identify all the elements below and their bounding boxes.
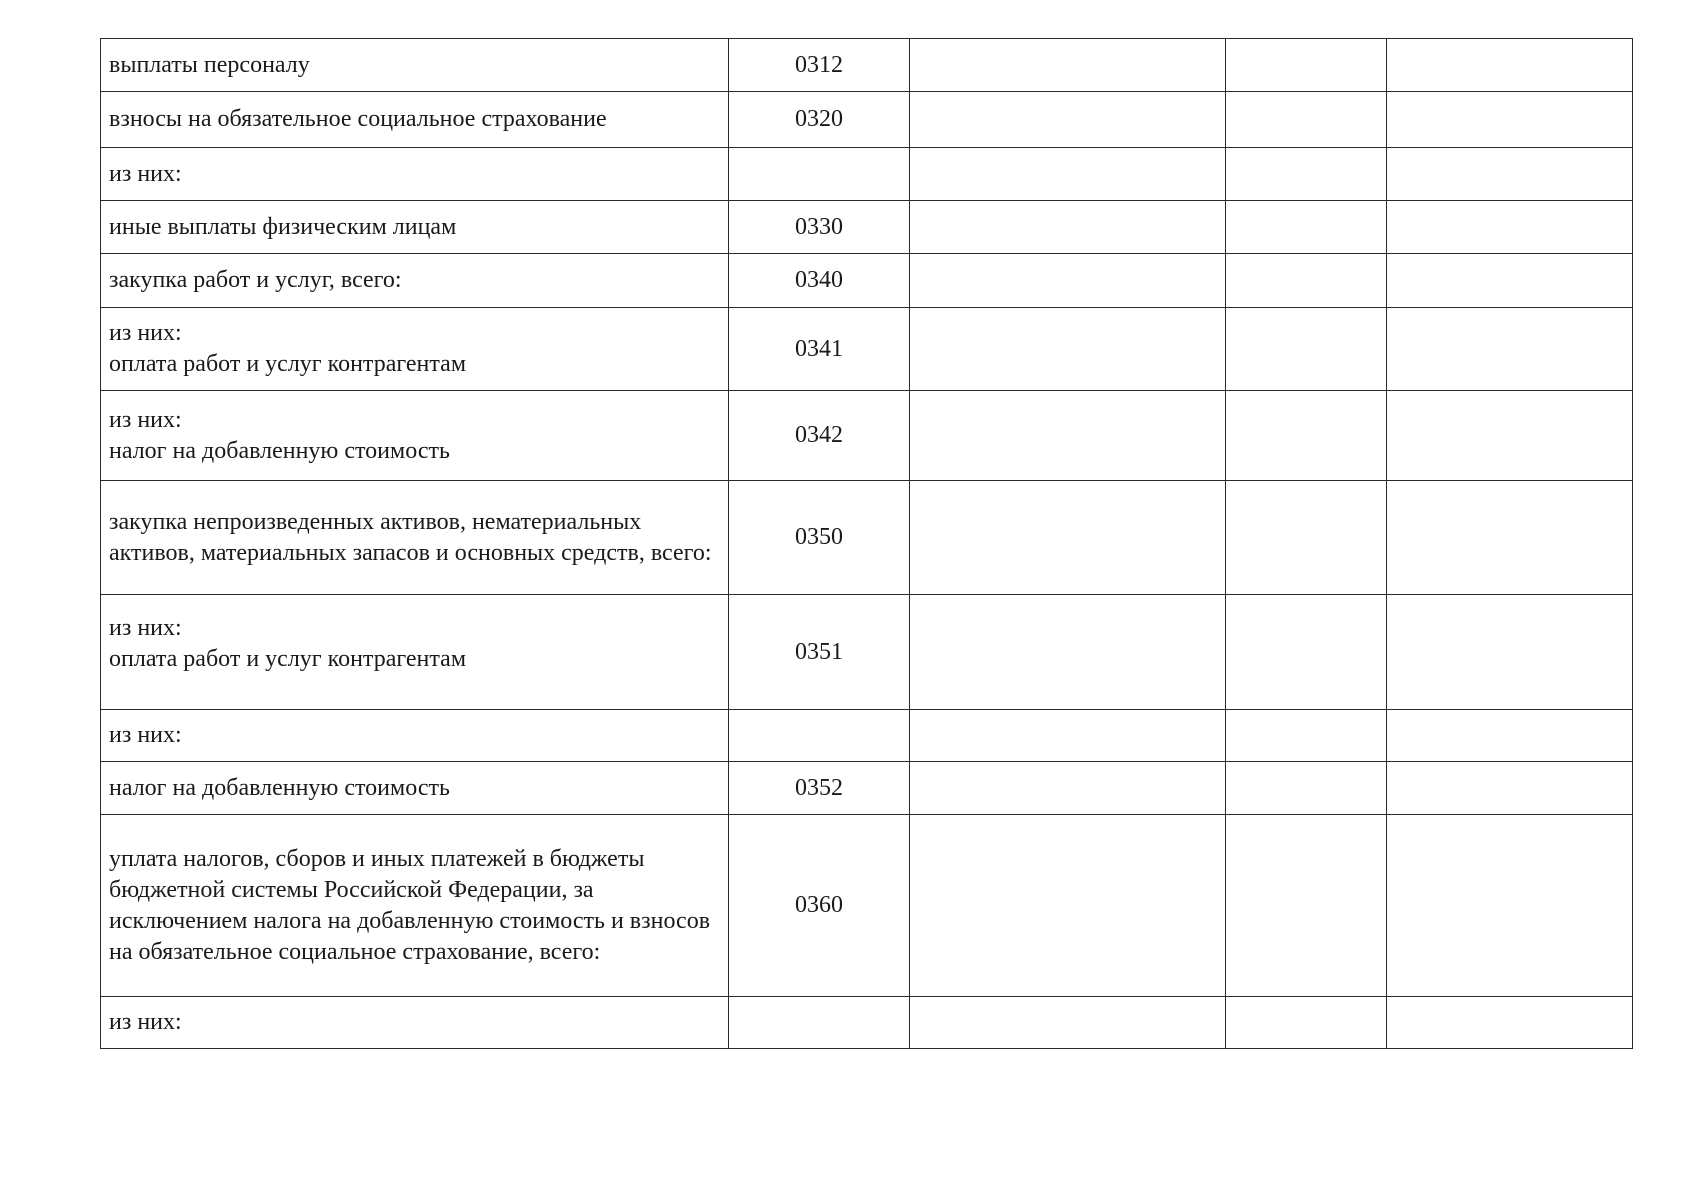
row-code — [729, 710, 910, 762]
row-label: налог на добавленную стоимость — [101, 762, 729, 815]
row-label: взносы на обязательное социальное страхование — [101, 92, 729, 148]
table-row — [101, 39, 1633, 92]
value-cell — [910, 815, 1226, 997]
row-label: закупка непроизведенных активов, нематериальных активов, материальных запасов и основных средств, всего: — [101, 481, 729, 595]
value-cell — [1387, 391, 1633, 481]
value-cell — [910, 201, 1226, 254]
value-cell — [1387, 762, 1633, 815]
row-code — [729, 148, 910, 201]
value-cell — [1226, 254, 1387, 308]
value-cell — [1387, 815, 1633, 997]
value-cell — [1387, 997, 1633, 1049]
row-label: уплата налогов, сборов и иных платежей в бюджеты бюджетной системы Российской Федерации, за исключением налога на добавленную стоимость и взносов на обязательное социальное страхование, всего: — [101, 815, 729, 997]
value-cell — [910, 254, 1226, 308]
value-cell — [910, 481, 1226, 595]
row-code: 0360 — [729, 815, 910, 997]
table-row — [101, 997, 1633, 1049]
budget-form-table — [100, 38, 1633, 1049]
value-cell — [1387, 710, 1633, 762]
table-row — [101, 762, 1633, 815]
table-row — [101, 710, 1633, 762]
table-row — [101, 148, 1633, 201]
row-code: 0350 — [729, 481, 910, 595]
row-code: 0352 — [729, 762, 910, 815]
table-row — [101, 92, 1633, 148]
value-cell — [1226, 762, 1387, 815]
table-row — [101, 201, 1633, 254]
table-row — [101, 815, 1633, 997]
value-cell — [910, 595, 1226, 710]
value-cell — [1387, 92, 1633, 148]
value-cell — [1226, 595, 1387, 710]
row-label: из них: налог на добавленную стоимость — [101, 391, 729, 481]
row-code: 0341 — [729, 308, 910, 391]
row-label: иные выплаты физическим лицам — [101, 201, 729, 254]
value-cell — [910, 391, 1226, 481]
row-label: из них: оплата работ и услуг контрагентам — [101, 308, 729, 391]
row-code: 0320 — [729, 92, 910, 148]
value-cell — [910, 762, 1226, 815]
value-cell — [910, 148, 1226, 201]
row-label: закупка работ и услуг, всего: — [101, 254, 729, 308]
value-cell — [1387, 481, 1633, 595]
row-code: 0340 — [729, 254, 910, 308]
value-cell — [910, 92, 1226, 148]
value-cell — [1226, 997, 1387, 1049]
row-code: 0342 — [729, 391, 910, 481]
value-cell — [1226, 391, 1387, 481]
table-row — [101, 308, 1633, 391]
row-code: 0351 — [729, 595, 910, 710]
row-code — [729, 997, 910, 1049]
value-cell — [1387, 39, 1633, 92]
table-row — [101, 391, 1633, 481]
value-cell — [1226, 201, 1387, 254]
table-row — [101, 254, 1633, 308]
value-cell — [1226, 710, 1387, 762]
row-label: из них: оплата работ и услуг контрагентам — [101, 595, 729, 710]
value-cell — [1226, 308, 1387, 391]
value-cell — [910, 710, 1226, 762]
row-label: из них: — [101, 997, 729, 1049]
value-cell — [910, 997, 1226, 1049]
value-cell — [1226, 92, 1387, 148]
value-cell — [1387, 254, 1633, 308]
value-cell — [1226, 148, 1387, 201]
table-row — [101, 481, 1633, 595]
row-label: из них: — [101, 148, 729, 201]
value-cell — [1387, 595, 1633, 710]
value-cell — [1387, 308, 1633, 391]
value-cell — [1387, 201, 1633, 254]
value-cell — [910, 308, 1226, 391]
value-cell — [1226, 815, 1387, 997]
value-cell — [910, 39, 1226, 92]
value-cell — [1226, 481, 1387, 595]
row-label: из них: — [101, 710, 729, 762]
value-cell — [1387, 148, 1633, 201]
row-code: 0312 — [729, 39, 910, 92]
row-label: выплаты персоналу — [101, 39, 729, 92]
table-row — [101, 595, 1633, 710]
row-code: 0330 — [729, 201, 910, 254]
value-cell — [1226, 39, 1387, 92]
